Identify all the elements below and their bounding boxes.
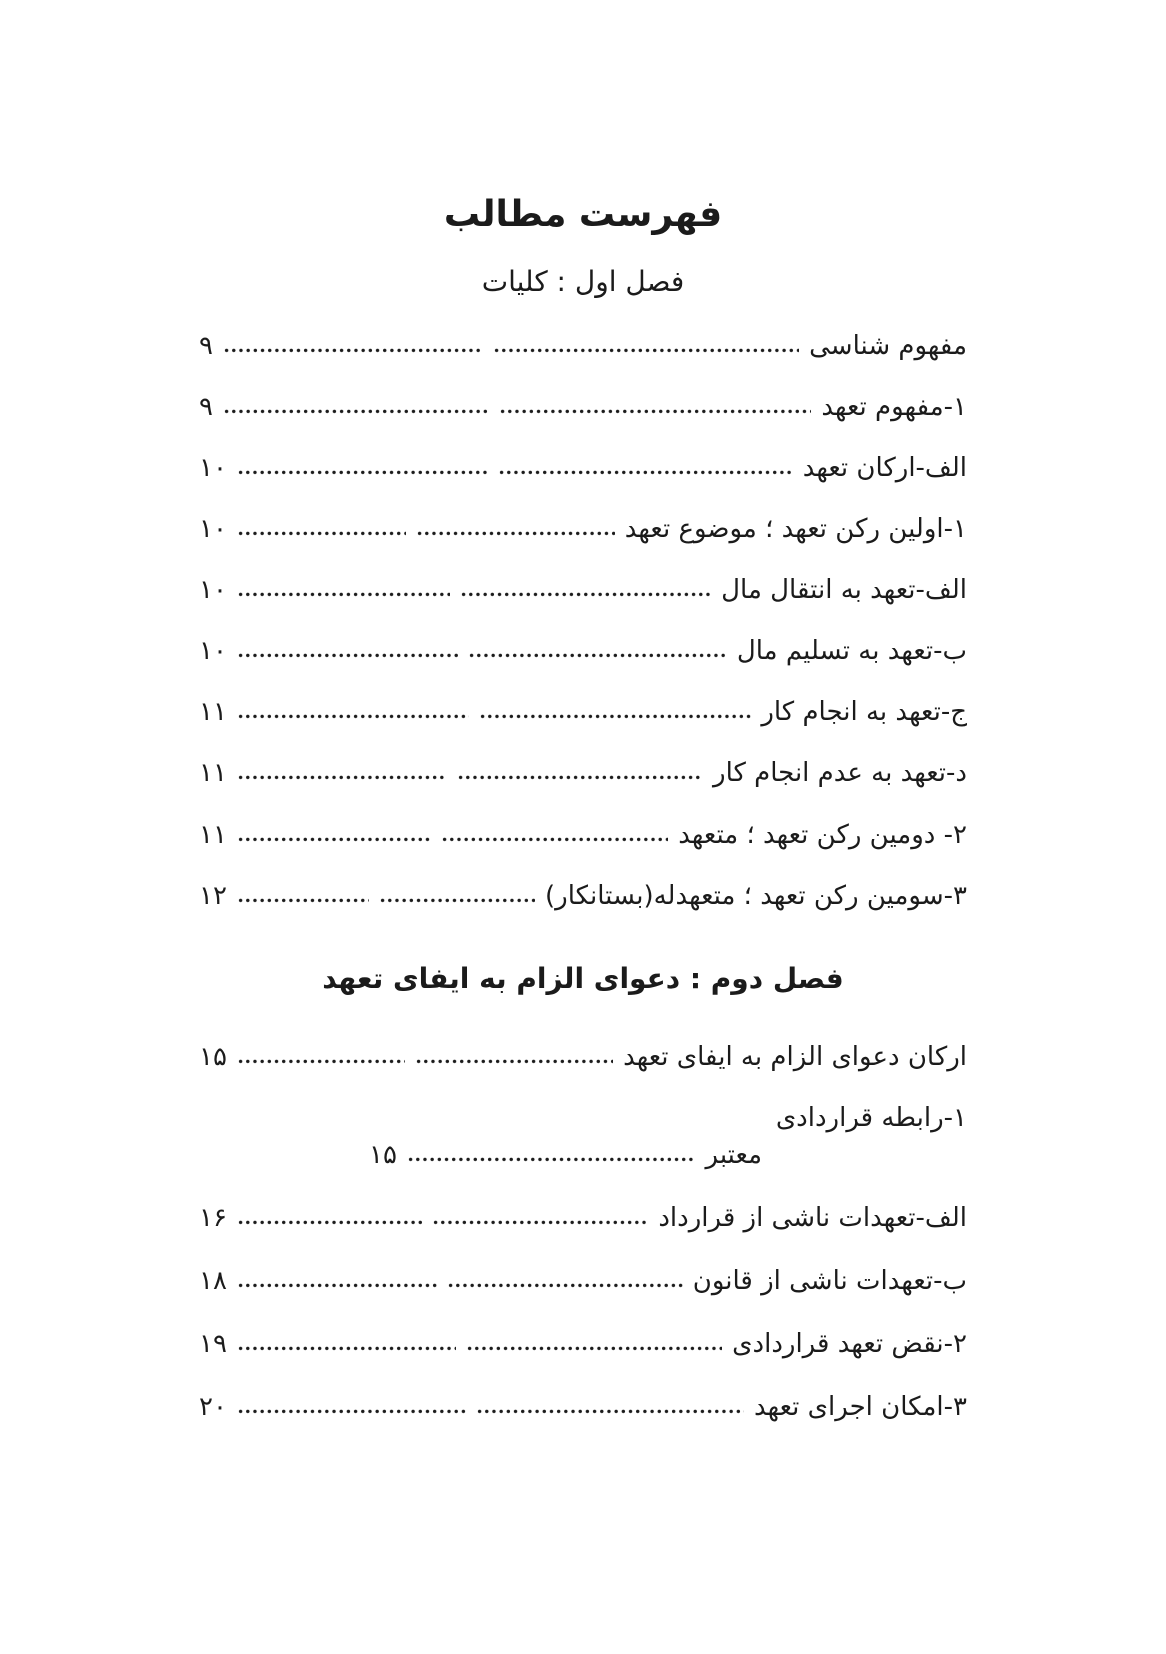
toc-entry-page: ۱۵ (369, 1139, 397, 1170)
dot-leader (237, 469, 488, 476)
dot-leader (237, 1219, 422, 1226)
toc-entry-page: ۱۱ (199, 697, 227, 728)
toc-entry-page: ۱۲ (199, 880, 227, 911)
dot-leader (498, 469, 793, 476)
dot-leader (237, 1345, 456, 1352)
dot-leader (479, 713, 751, 720)
dot-leader (237, 1058, 405, 1065)
toc-entry-label: ۲- دومین رکن تعهد ؛ متعهد (678, 819, 967, 850)
dot-leader (379, 897, 535, 904)
dot-leader (466, 1345, 723, 1352)
toc-entry-label: مفهوم شناسی (809, 330, 967, 361)
toc-entry-page: ۱۵ (199, 1041, 227, 1072)
toc-entry-label: ۱-اولین رکن تعهد ؛ موضوع تعهد (624, 514, 967, 545)
toc-entry-line1 (199, 1101, 967, 1136)
toc-entry-page: ۹ (199, 391, 213, 422)
toc-entry-line2 (199, 1138, 967, 1173)
dot-leader (447, 1282, 682, 1289)
dot-leader (468, 652, 727, 659)
dot-leader (237, 1282, 437, 1289)
toc-entry (199, 1327, 967, 1362)
toc-entry (199, 634, 967, 669)
toc-entry-page: ۱۰ (199, 575, 227, 606)
toc-entry-label: الف-ارکان تعهد (802, 452, 967, 483)
dot-leader (237, 530, 406, 537)
toc-entry-label: ب-تعهدات ناشی از قانون (692, 1265, 967, 1296)
toc-entry-page: ۱۸ (199, 1265, 227, 1296)
toc-entry-page: ۱۹ (199, 1329, 227, 1359)
dot-leader (237, 713, 469, 720)
toc-entry-label: ۳-امکان اجرای تعهد (753, 1392, 967, 1423)
dot-leader (237, 1408, 466, 1415)
toc-entry (199, 512, 967, 547)
toc-content (199, 0, 967, 1425)
toc-entry (199, 1040, 967, 1075)
dot-leader (499, 408, 811, 415)
toc-title: فهرست مطالب (443, 194, 723, 235)
toc-entry-page: ۹ (199, 330, 213, 361)
toc-entry-label: ۱-رابطه قراردادی (775, 1102, 967, 1133)
toc-entry (199, 451, 967, 486)
toc-entry-page: ۱۰ (199, 514, 227, 545)
dot-leader (460, 591, 711, 598)
toc-entry-label: ۱-مفهوم تعهد (821, 391, 967, 422)
toc-entry-page: ۱۶ (199, 1202, 227, 1233)
dot-leader (407, 1156, 696, 1163)
dot-leader (237, 897, 370, 904)
toc-entry (199, 879, 967, 914)
toc-entry-label: ۲-نقض تعهد قراردادی (732, 1329, 967, 1359)
dot-leader (432, 1219, 649, 1226)
toc-entry (199, 695, 967, 730)
toc-entry-page: ۲۰ (199, 1392, 227, 1423)
toc-entry (199, 818, 967, 853)
toc-entry (199, 1264, 967, 1299)
dot-leader (415, 1058, 613, 1065)
toc-entry (199, 329, 967, 364)
toc-entry (199, 390, 967, 425)
toc-entry-page: ۱۱ (199, 819, 227, 850)
toc-entry-page: ۱۰ (199, 636, 227, 667)
dot-leader (237, 774, 447, 781)
dot-leader (441, 836, 669, 843)
dot-leader (223, 347, 483, 354)
dot-leader (493, 347, 799, 354)
toc-entry (199, 756, 967, 791)
dot-leader (223, 408, 489, 415)
toc-entry-label: ج-تعهد به انجام کار (761, 697, 967, 728)
dot-leader (457, 774, 703, 781)
toc-entry-label: ۳-سومین رکن تعهد ؛ متعهدله(بستانکار) (545, 880, 967, 911)
toc-entry-page: ۱۰ (199, 452, 227, 483)
toc-entry-label: الف-تعهدات ناشی از قرارداد (658, 1202, 967, 1233)
toc-entry-label: الف-تعهد به انتقال مال (721, 575, 967, 606)
dot-leader (476, 1408, 744, 1415)
toc-entry (199, 1390, 967, 1425)
toc-entry-page: ۱۱ (199, 758, 227, 789)
toc-entry (199, 573, 967, 608)
dot-leader (237, 836, 431, 843)
toc-entry-label: ارکان دعوای الزام به ایفای تعهد (623, 1041, 967, 1072)
dot-leader (416, 530, 615, 537)
toc-entry-label-continued: معتبر (705, 1139, 762, 1170)
dot-leader (237, 652, 458, 659)
chapter-1-heading: فصل اول : کلیات (481, 265, 685, 298)
toc-entry-label: د-تعهد به عدم انجام کار (713, 758, 967, 789)
dot-leader (237, 591, 451, 598)
toc-entry-label: ب-تعهد به تسلیم مال (736, 636, 967, 667)
chapter-2-heading: فصل دوم : دعوای الزام به ایفای تعهد (322, 961, 844, 995)
toc-entry (199, 1201, 967, 1236)
